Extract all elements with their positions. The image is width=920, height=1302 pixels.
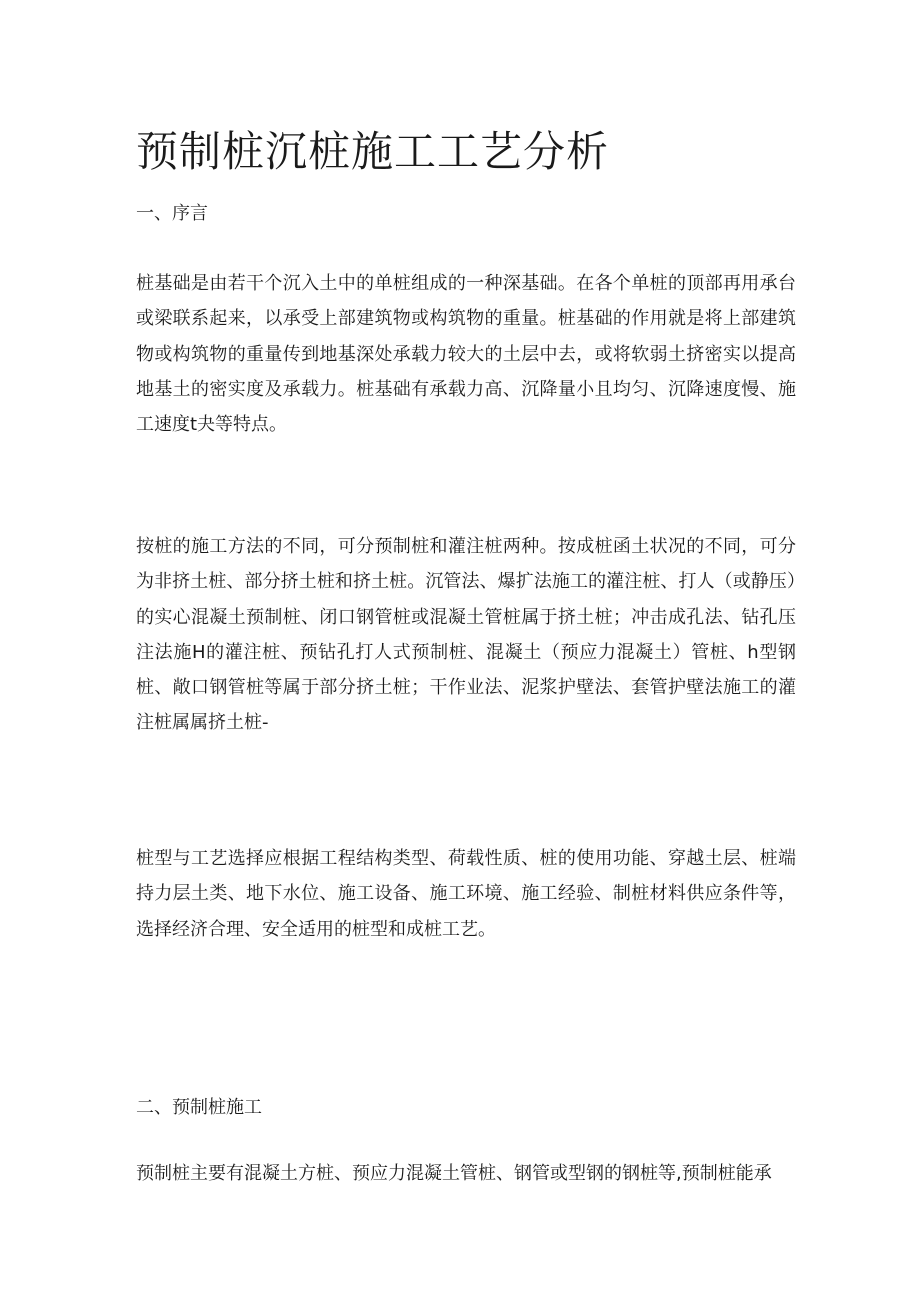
paragraph-pile-foundation-intro: 桩基础是由若干个沉入土中的单桩组成的一种深基础。在各个单桩的顶部再用承台或梁联系起来，以承受上部建筑物或构筑物的重量。桩基础的作用就是将上部建筑物或构筑物的重量传到地基深处承载力较大的土层中去，或将软弱土挤密实以提高地基土的密实度及承载力。桩基础有承载力高、沉降量小且均匀、沉降速度慢、施工速度t夬等特点。: [136, 273, 796, 436]
paragraph-pile-classification: 按桩的施工方法的不同，可分预制桩和灌注桩两种。按成桩函土状况的不同，可分为非挤土桩、部分挤土桩和挤土桩。沉管法、爆扩法施工的灌注桩、打人（或静压）的实心混凝土预制桩、闭口钢管桩或混凝土管桩属于挤土桩；冲击成孔法、钻孔压注法施H的灌注桩、预钻孔打人式预制桩、混凝土（预应力混凝土）管桩、h型钢桩、敞口钢管桩等属于部分挤土桩；干作业法、泥浆护壁法、套管护壁法施工的灌注桩属属挤土桩-: [136, 536, 796, 734]
document-title: 预制桩沉桩施工工艺分析: [136, 127, 610, 176]
paragraph-pile-type-selection: 桩型与工艺选择应根据工程结构类型、荷载性质、桩的使用功能、穿越土层、桩端持力层土类、地下水位、施工设备、施工环境、施工经验、制桩材料供应条件等，选择经济合理、安全适用的桩型和成桩工艺。: [136, 848, 796, 940]
section-heading-preface: 一、序言: [136, 203, 208, 224]
paragraph-precast-pile-types: 预制桩主要有混凝土方桩、预应力混凝土管桩、钢管或型钢的钢桩等,预制桩能承: [136, 1163, 772, 1184]
section-heading-precast-pile: 二、预制桩施工: [136, 1097, 262, 1118]
